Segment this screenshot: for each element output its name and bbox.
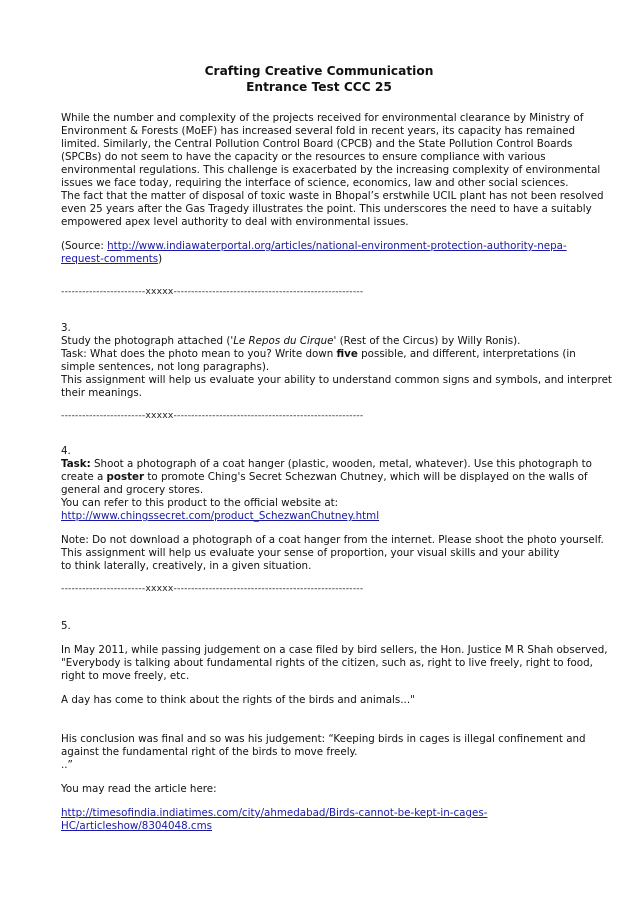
question-3-task-cont: simple sentences, not long paragraphs). bbox=[61, 361, 270, 373]
intro-line: environmental regulations. This challenge is exacerbated by the increasing complexity of environmental bbox=[61, 164, 601, 176]
question-3-study: Study the photograph attached ('Le Repos du Cirque' (Rest of the Circus) by Willy Ronis). bbox=[61, 335, 521, 347]
question-3-number: 3. bbox=[61, 322, 71, 334]
document-subtitle: Entrance Test CCC 25 bbox=[246, 80, 392, 94]
intro-line: Environment & Forests (MoEF) has increased several fold in recent years, its capacity has remained bbox=[61, 125, 575, 137]
article-link[interactable]: http://timesofindia.indiatimes.com/city/ahmedabad/Birds-cannot-be-kept-in-cages- bbox=[61, 807, 488, 819]
document-title: Crafting Creative Communication bbox=[204, 64, 434, 78]
source-link[interactable]: http://www.indiawaterportal.org/articles/national-environment-protection-authority-nepa- bbox=[107, 240, 567, 252]
section-separator: ------------------------xxxxx------------------------------------------------------ bbox=[61, 286, 364, 297]
intro-line: The fact that the matter of disposal of toxic waste in Bhopal’s erstwhile UCIL plant has not been resolved bbox=[61, 190, 604, 202]
section-separator: ------------------------xxxxx------------------------------------------------------ bbox=[61, 410, 364, 421]
source-line: (Source: http://www.indiawaterportal.org/articles/national-environment-protection-authority-nepa- bbox=[61, 240, 567, 252]
source-link-cont[interactable]: request-comments bbox=[61, 253, 159, 265]
intro-line: issues we face today, requiring the interface of science, economics, law and other social sciences. bbox=[61, 177, 569, 189]
question-5-text: against the fundamental right of the birds to move freely. bbox=[61, 746, 358, 758]
question-5-text: A day has come to think about the rights of the birds and animals..." bbox=[61, 694, 415, 706]
source-line-cont: request-comments) bbox=[61, 253, 163, 265]
question-4-note: This assignment will help us evaluate your sense of proportion, your visual skills and your ability bbox=[61, 547, 560, 559]
intro-line: While the number and complexity of the projects received for environmental clearance by Ministry of bbox=[61, 112, 584, 124]
product-link[interactable]: http://www.chingssecret.com/product_SchezwanChutney.html bbox=[61, 510, 380, 522]
question-5-text: His conclusion was final and so was his judgement: “Keeping birds in cages is illegal confinement and bbox=[61, 733, 586, 745]
question-4-link-line bbox=[61, 510, 379, 523]
question-4-note: to think laterally, creatively, in a given situation. bbox=[61, 560, 312, 572]
question-3-task: Task: What does the photo mean to you? Write down five possible, and different, interpretations (in bbox=[61, 348, 576, 360]
question-4-poster: create a poster to promote Ching's Secret Schezwan Chutney, which will be displayed on the walls of bbox=[61, 471, 588, 483]
intro-line: even 25 years after the Gas Tragedy illustrates the point. This underscores the need to have a suitably bbox=[61, 203, 592, 215]
question-5-text: In May 2011, while passing judgement on a case filed by bird sellers, the Hon. Justice M R Shah observed, bbox=[61, 644, 608, 656]
question-4-stores: general and grocery stores. bbox=[61, 484, 204, 496]
intro-line: limited. Similarly, the Central Pollution Control Board (CPCB) and the State Pollution Control Boards bbox=[61, 138, 573, 150]
question-3-eval: This assignment will help us evaluate your ability to understand common signs and symbols, and interpret bbox=[61, 374, 612, 386]
intro-line: (SPCBs) do not seem to have the capacity or the resources to ensure compliance with various bbox=[61, 151, 546, 163]
article-link-line bbox=[61, 807, 487, 820]
question-5-text: "Everybody is talking about fundamental rights of the citizen, such as, right to live freely, right to food, bbox=[61, 657, 593, 669]
question-3-eval-cont: their meanings. bbox=[61, 387, 143, 399]
question-4-task: Task: Shoot a photograph of a coat hanger (plastic, wooden, metal, whatever). Use this photograph to bbox=[61, 458, 592, 470]
question-4-number: 4. bbox=[61, 445, 71, 457]
question-5-read: You may read the article here: bbox=[61, 783, 217, 795]
question-5-number: 5. bbox=[61, 620, 71, 632]
intro-line: empowered apex level authority to deal with environmental issues. bbox=[61, 216, 409, 228]
article-link-line-cont bbox=[61, 820, 212, 833]
section-separator: ------------------------xxxxx------------------------------------------------------ bbox=[61, 583, 364, 594]
question-5-text: right to move freely, etc. bbox=[61, 670, 190, 682]
question-4-refer: You can refer to this product to the official website at: bbox=[61, 497, 339, 509]
question-4-note: Note: Do not download a photograph of a coat hanger from the internet. Please shoot the photo yourself. bbox=[61, 534, 604, 546]
article-link-cont[interactable]: HC/articleshow/8304048.cms bbox=[61, 820, 212, 832]
question-5-text: ..” bbox=[61, 759, 73, 771]
